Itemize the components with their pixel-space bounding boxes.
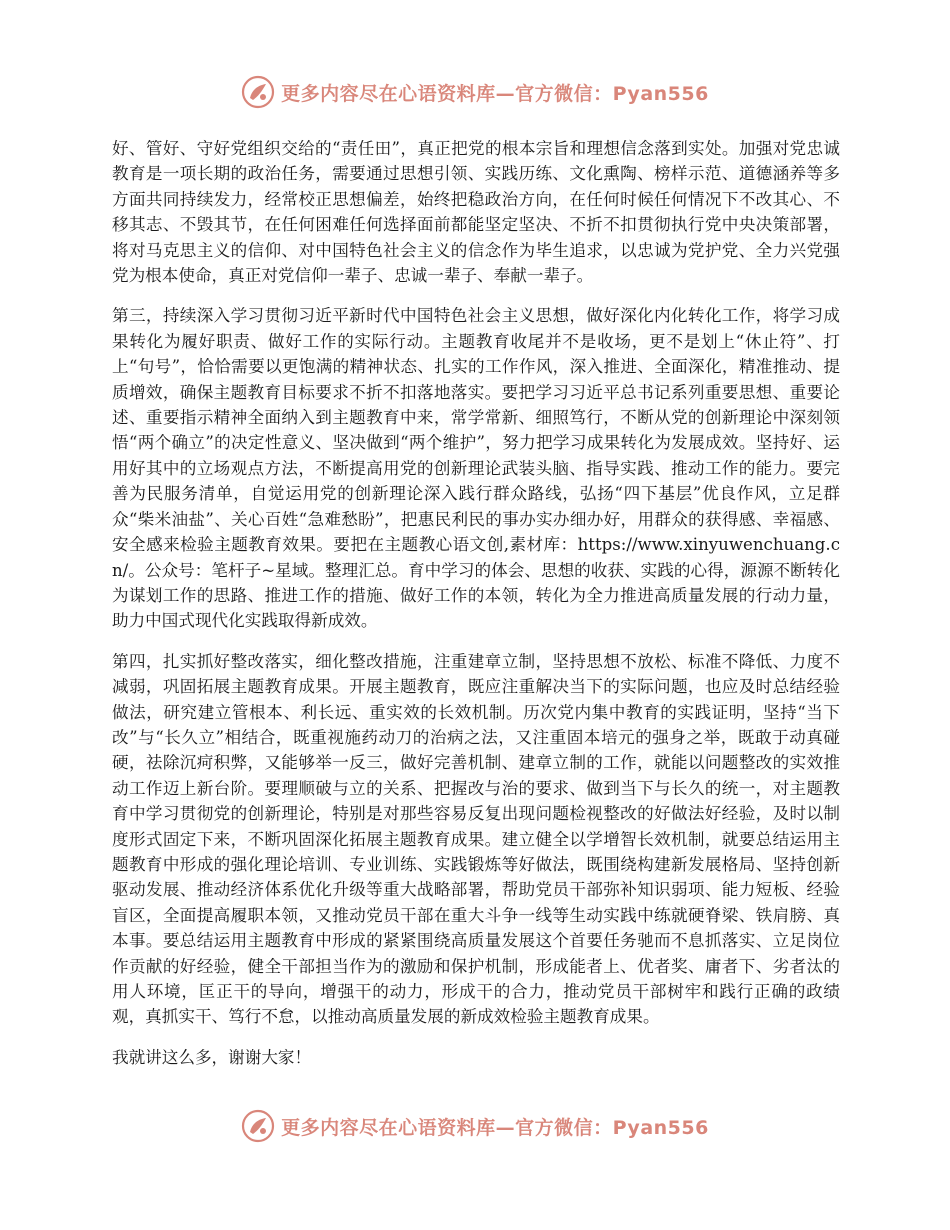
footer-watermark-banner <box>0 1106 950 1146</box>
banner-text: 更多内容尽在心语资料库—官方微信：Pyan556 <box>281 1116 709 1139</box>
document-body <box>112 136 840 1085</box>
logo-icon <box>241 1109 275 1143</box>
paragraph: 好、管好、守好党组织交给的“责任田”，真正把党的根本宗旨和理想信念落到实处。加强对党忠诚教育是一项长期的政治任务，需要通过思想引领、实践历练、文化熏陶、榜样示范、道德涵养等多方面共同持续发力，经常校正思想偏差，始终把稳政治方向，在任何时候任何情况下不改其心、不移其志、不毁其节，在任何困难任何选择面前都能坚定坚决、不折不扣贯彻执行党中央决策部署，将对马克思主义的信仰、对中国特色社会主义的信念作为毕生追求，以忠诚为党护党、全力兴党强党为根本使命，真正对党信仰一辈子、忠诚一辈子、奉献一辈子。 <box>112 139 840 286</box>
paragraph: 第四，扎实抓好整改落实，细化整改措施，注重建章立制，坚持思想不放松、标准不降低、力度不减弱，巩固拓展主题教育成果。开展主题教育，既应注重解决当下的实际问题，也应及时总结经验做法，研究建立管根本、利长远、重实效的长效机制。历次党内集中教育的实践证明，坚持“当下改”与“长久立”相结合，既重视施药动刀的治病之法，又注重固本培元的强身之举，既敢于动真碰硬，祛除沉疴积弊，又能够举一反三，做好完善机制、建章立制的工作，就能以问题整改的实效推动工作迈上新台阶。要理顺破与立的关系、把握改与治的要求、做到当下与长久的统一，对主题教育中学习贯彻党的创新理论，特别是对那些容易反复出现问题检视整改的好做法好经验，及时以制度形式固定下来，不断巩固深化拓展主题教育成果。建立健全以学增智长效机制，就要总结运用主题教育中形成的强化理论培训、专业训练、实践锻炼等好做法，既围绕构建新发展格局、坚持创新驱动发展、推动经济体系优化升级等重大战略部署，帮助党员干部弥补知识弱项、能力短板、经验盲区，全面提高履职本领，又推动党员干部在重大斗争一线等生动实践中练就硬脊梁、铁肩膀、真本事。要总结运用主题教育中形成的紧紧围绕高质量发展这个首要任务驰而不息抓落实、立足岗位作贡献的好经验，健全干部担当作为的激励和保护机制，形成能者上、优者奖、庸者下、劣者汰的用人环境，匡正干的导向，增强干的动力，形成干的合力，推动党员干部树牢和践行正确的政绩观，真抓实干、笃行不怠，以推动高质量发展的新成效检验主题教育成果。 <box>112 651 840 1027</box>
paragraph: 第三，持续深入学习贯彻习近平新时代中国特色社会主义思想，做好深化内化转化工作，将学习成果转化为履好职责、做好工作的实际行动。主题教育收尾并不是收场，更不是划上“休止符”、打上“句号”，恰恰需要以更饱满的精神状态、扎实的工作作风，深入推进、全面深化，精准推动、提质增效，确保主题教育目标要求不折不扣落地落实。要把学习习近平总书记系列重要思想、重要论述、重要指示精神全面纳入到主题教育中来，常学常新、细照笃行，不断从党的创新理论中深刻领悟“两个确立”的决定性意义、坚决做到“两个维护”，努力把学习成果转化为发展成效。坚持好、运用好其中的立场观点方法，不断提高用党的创新理论武装头脑、指导实践、推动工作的能力。要完善为民服务清单，自觉运用党的创新理论深入践行群众路线，弘扬“四下基层”优良作风，立足群众“柴米油盐”、关心百姓“急难愁盼”，把惠民利民的事办实办细办好，用群众的获得感、幸福感、安全感来检验主题教育效果。要把在主题教心语文创,素材库：https://www.xinyuwenchuang.cn/。公众号：笔杆子~星域。整理汇总。育中学习的体会、思想的收获、实践的心得，源源不断转化为谋划工作的思路、推进工作的措施、做好工作的本领，转化为全力推进高质量发展的行动力量，助力中国式现代化实践取得新成效。 <box>112 306 840 631</box>
banner-text: 更多内容尽在心语资料库—官方微信：Pyan556 <box>281 82 709 105</box>
logo-icon <box>241 75 275 109</box>
header-watermark-banner <box>0 72 950 112</box>
paragraph: 我就讲这么多，谢谢大家！ <box>112 1047 312 1067</box>
